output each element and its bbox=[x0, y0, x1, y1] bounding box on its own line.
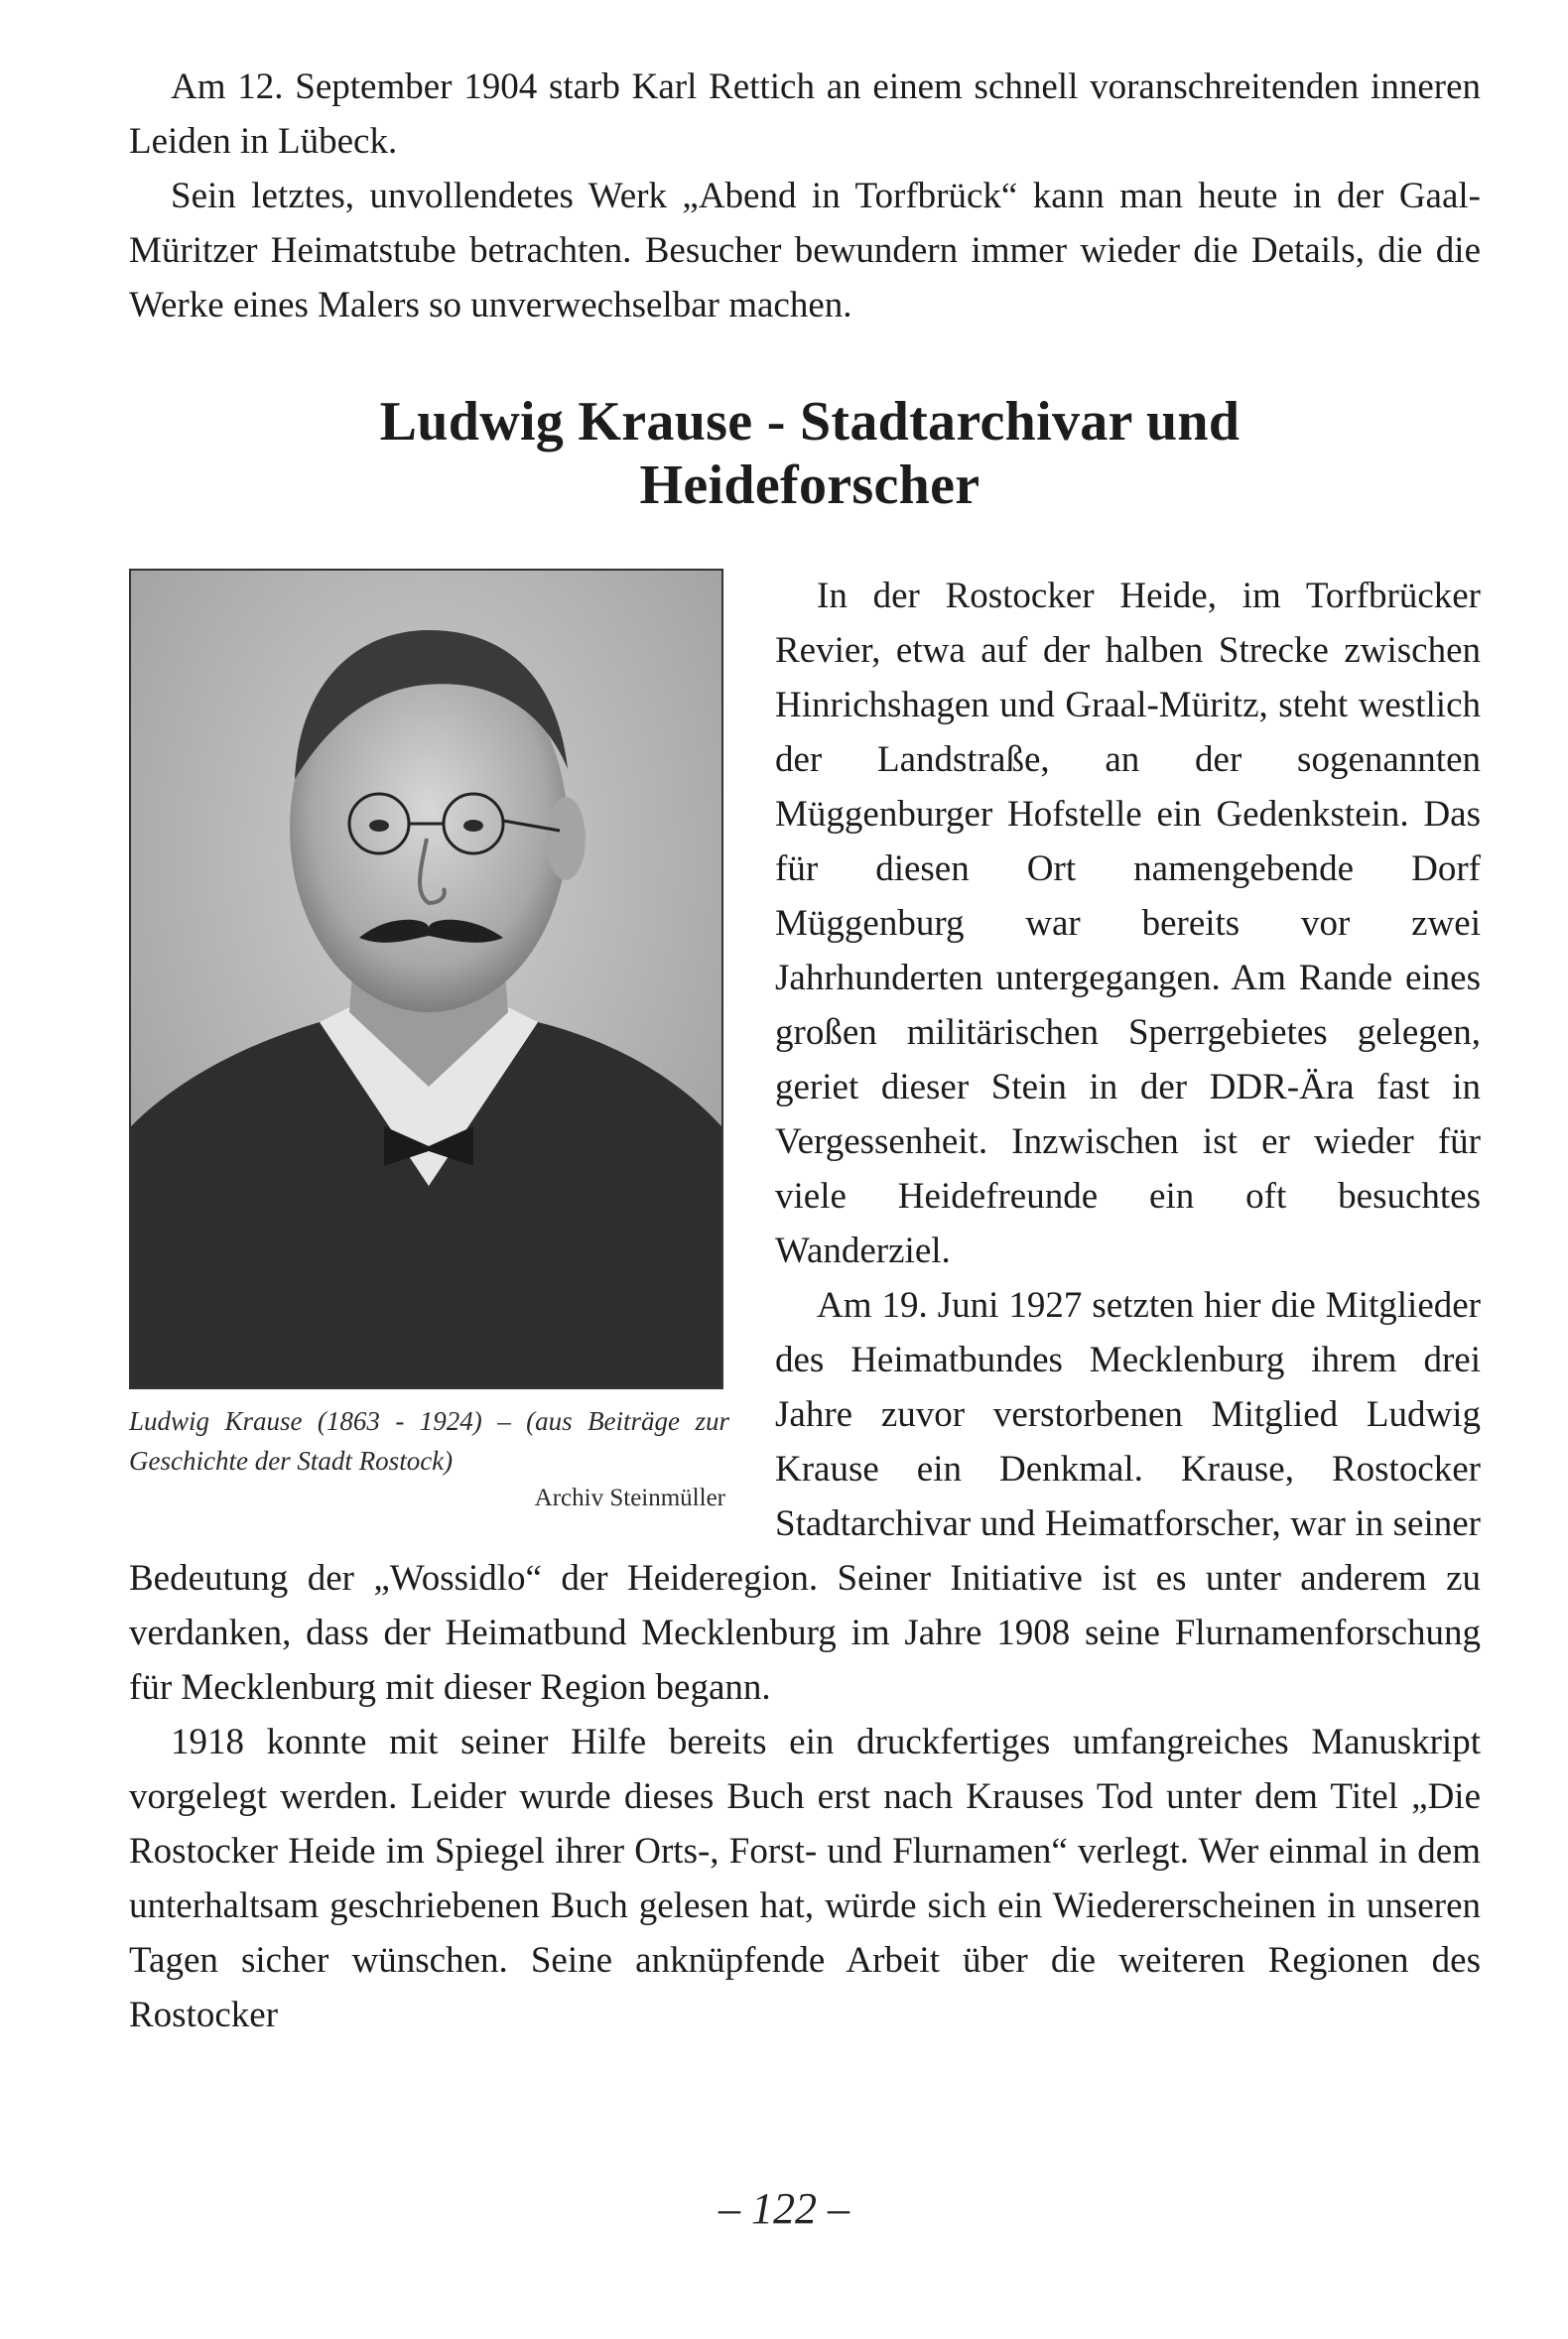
section-body bbox=[129, 569, 1481, 2042]
page-content bbox=[129, 60, 1481, 2042]
body-paragraph-1: In der Rostocker Heide, im Torfbrücker Revier, etwa auf der halben Strecke zwischen Hinrichshagen und Graal-Müritz, steht westlich der Landstraße, an der sogenannten Müggenburger Hofstelle ein Gedenkstein. Das für diesen Ort namengebende Dorf Müggenburg war bereits vor zwei Jahrhunderten untergegangen. Am Rande eines großen militärischen Sperrgebietes gelegen, geriet dieser Stein in der DDR-Ära fast in Vergessenheit. Inzwischen ist er wieder für viele Heidefreunde ein oft besuchtes Wanderziel. bbox=[775, 576, 1481, 1271]
intro-paragraph-2: Sein letztes, unvollendetes Werk „Abend in Torfbrück“ kann man heute in der Gaal-Müritzer Heimatstube betrachten. Besucher bewundern immer wieder die Details, die die Werke eines Malers so unverwechselbar machen. bbox=[129, 176, 1481, 325]
body-paragraph-3: 1918 konnte mit seiner Hilfe bereits ein druckfertiges umfangreiches Manuskript vorgelegt werden. Leider wurde dieses Buch erst nach Krauses Tod unter dem Titel „Die Rostocker Heide im Spiegel ihrer Orts-, Forst- und Flurnamen“ verlegt. Wer einmal in dem unterhaltsam geschriebenen Buch gelesen hat, würde sich ein Wiedererscheinen in unseren Tagen sicher wünschen. Seine anknüpfende Arbeit über die weiteren Regionen des Rostocker bbox=[129, 1722, 1481, 2035]
portrait-photo bbox=[129, 569, 723, 1389]
photo-credit: Archiv Steinmüller bbox=[534, 1485, 725, 1511]
body-paragraph-2: Am 19. Juni 1927 setzten hier die Mitglieder des Heimatbundes Mecklenburg ihrem drei Jahre zuvor verstorbenen Mitglied Ludwig Krause ein Denkmal. Krause, Rostocker Stadtarchivar und Heimatforscher, war in seiner Bedeutung der „Wossidlo“ der Heideregion. Seiner Initiative ist es unter anderem zu verdanken, dass der Heimatbund Mecklenburg im Jahre 1908 seine Flurnamenforschung für Mecklenburg mit dieser Region begann. bbox=[129, 1285, 1481, 1708]
page-number: – 122 – bbox=[719, 2184, 849, 2233]
intro-paragraph-1: Am 12. September 1904 starb Karl Rettich an einem schnell voranschreitenden inneren Leiden in Lübeck. bbox=[129, 66, 1481, 162]
section-title-line-2: Heideforscher bbox=[639, 455, 980, 516]
photo-caption: Ludwig Krause (1863 - 1924) – (aus Beiträge zur Geschichte der Stadt Rostock) bbox=[129, 1406, 729, 1476]
section-title-line-1: Ludwig Krause - Stadtarchivar und bbox=[379, 391, 1241, 453]
portrait-figure bbox=[129, 569, 729, 1516]
section-heading bbox=[129, 390, 1481, 517]
